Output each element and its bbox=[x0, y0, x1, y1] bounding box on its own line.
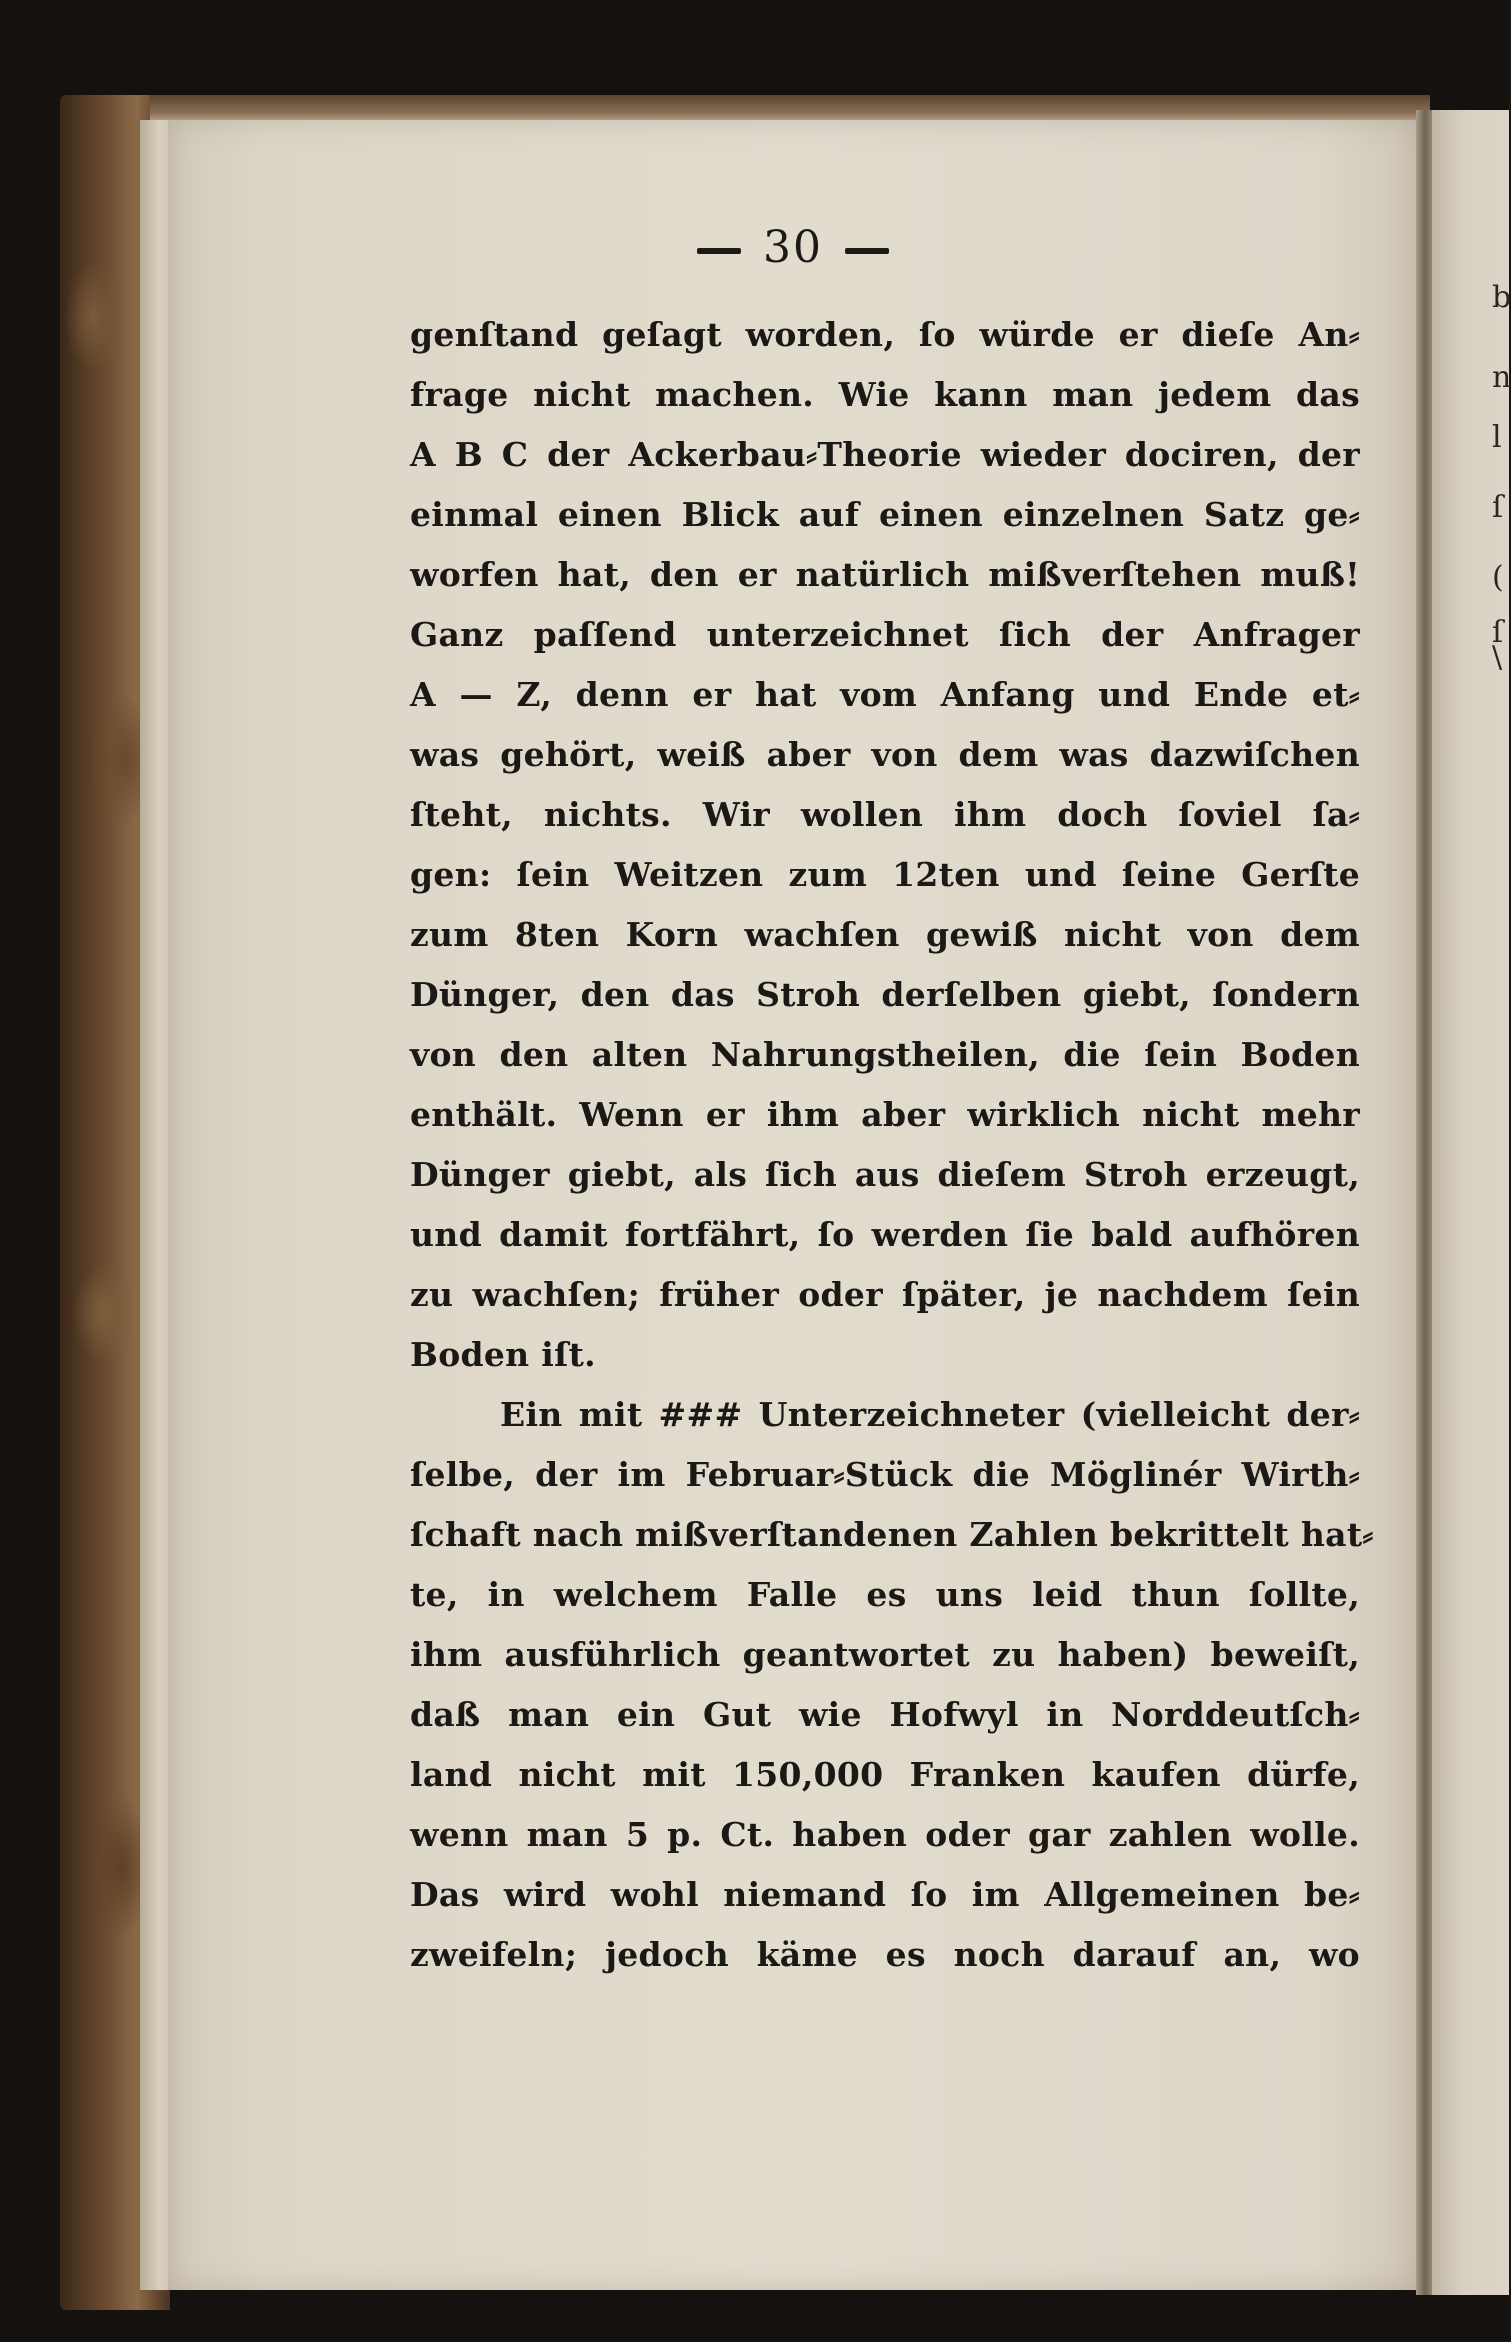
header-dash-left bbox=[697, 248, 741, 254]
text-line: frage nicht machen. Wie kann man jedem das bbox=[410, 375, 1360, 414]
page-header bbox=[168, 222, 1418, 273]
facing-page-fragment: \ bbox=[1492, 640, 1503, 675]
text-line: A — Z, denn er hat vom Anfang und Ende et⸗ bbox=[410, 675, 1360, 714]
text-line: ſelbe, der im Februar⸗Stück die Möglinér Wirth⸗ bbox=[410, 1455, 1360, 1494]
facing-page-fragment: ſ bbox=[1492, 615, 1504, 650]
header-dash-right bbox=[845, 248, 889, 254]
text-line: zum 8ten Korn wachſen gewiß nicht von dem bbox=[410, 915, 1360, 954]
text-line: Ganz paſſend unterzeichnet ſich der Anfrager bbox=[410, 615, 1360, 654]
text-line: und damit fortfährt, ſo werden ſie bald aufhören bbox=[410, 1215, 1360, 1254]
text-line: enthält. Wenn er ihm aber wirklich nicht mehr bbox=[410, 1095, 1360, 1134]
text-line: Boden iſt. bbox=[410, 1335, 596, 1374]
text-line: Ein mit ### Unterzeichneter (vielleicht der⸗ bbox=[500, 1395, 1360, 1434]
text-line: von den alten Nahrungstheilen, die ſein Boden bbox=[410, 1035, 1360, 1074]
text-line: genſtand geſagt worden, ſo würde er dieſe An⸗ bbox=[410, 315, 1360, 354]
facing-page-fragment: l bbox=[1492, 420, 1502, 455]
text-line: ſteht, nichts. Wir wollen ihm doch ſoviel ſa⸗ bbox=[410, 795, 1360, 834]
text-line: te, in welchem Falle es uns leid thun ſollte, bbox=[410, 1575, 1360, 1614]
text-line: Dünger giebt, als ſich aus dieſem Stroh erzeugt, bbox=[410, 1155, 1360, 1194]
text-line: land nicht mit 150,000 Franken kaufen dürfe, bbox=[410, 1755, 1360, 1794]
text-line: zu wachſen; früher oder ſpäter, je nachdem ſein bbox=[410, 1275, 1360, 1314]
facing-page-fragment: ſ bbox=[1492, 490, 1504, 525]
text-line: einmal einen Blick auf einen einzelnen Satz ge⸗ bbox=[410, 495, 1360, 534]
text-line: Dünger, den das Stroh derſelben giebt, ſondern bbox=[410, 975, 1360, 1014]
text-line: Das wird wohl niemand ſo im Allgemeinen be⸗ bbox=[410, 1875, 1360, 1914]
text-line: A B C der Ackerbau⸗Theorie wieder dociren, der bbox=[410, 435, 1360, 474]
text-line: gen: ſein Weitzen zum 12ten und ſeine Gerſte bbox=[410, 855, 1360, 894]
text-line: ihm ausführlich geantwortet zu haben) beweiſt, bbox=[410, 1635, 1360, 1674]
facing-page-fragment: n bbox=[1492, 360, 1511, 395]
text-line: worfen hat, den er natürlich mißverſtehen muß! bbox=[410, 555, 1360, 594]
text-line: was gehört, weiß aber von dem was dazwiſchen bbox=[410, 735, 1360, 774]
text-line: zweifeln; jedoch käme es noch darauf an, wo bbox=[410, 1935, 1360, 1974]
page-body-text bbox=[410, 305, 1374, 1985]
text-line: wenn man 5 p. Ct. haben oder gar zahlen wolle. bbox=[410, 1815, 1360, 1854]
text-line: daß man ein Gut wie Hofwyl in Norddeutſch⸗ bbox=[410, 1695, 1360, 1734]
facing-page-fragment: ( bbox=[1492, 560, 1504, 595]
facing-page-fragment: b bbox=[1492, 280, 1511, 315]
text-line: ſchaft nach mißverſtandenen Zahlen bekrittelt hat⸗ bbox=[410, 1515, 1374, 1554]
page-number: 30 bbox=[763, 222, 823, 273]
